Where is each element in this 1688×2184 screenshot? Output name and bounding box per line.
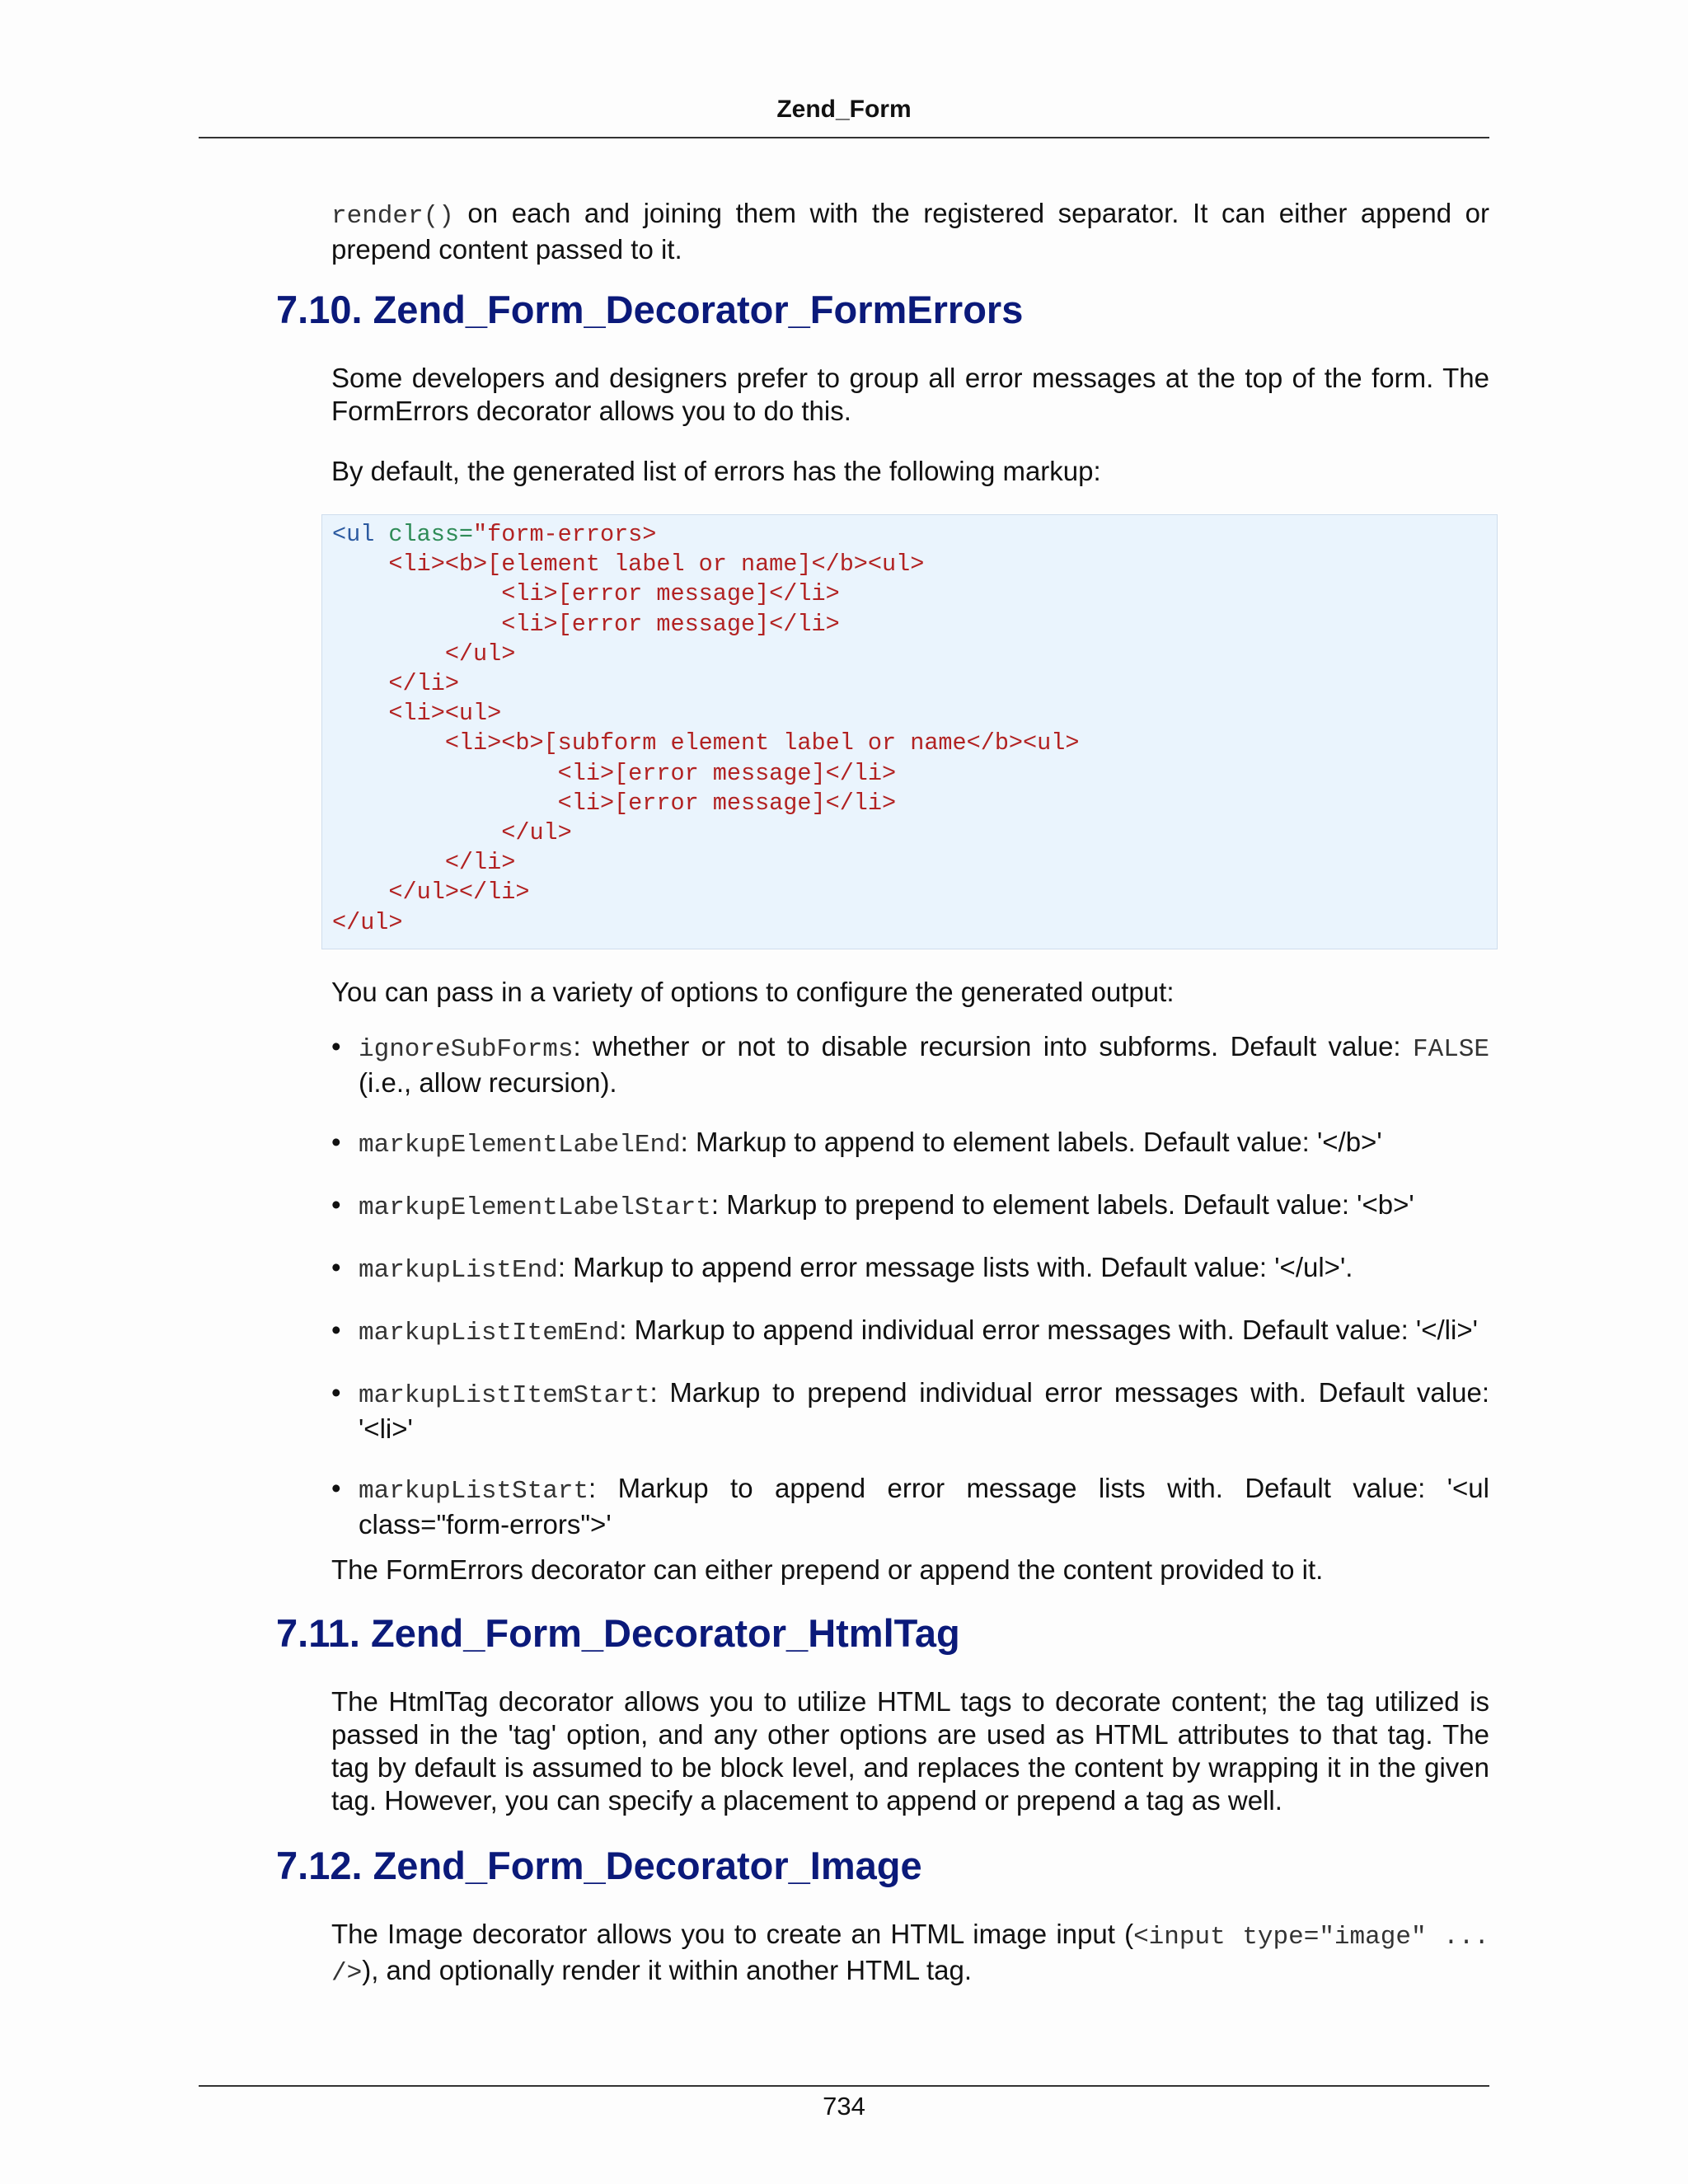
code-line: </li>	[332, 670, 459, 698]
code-line: <li>[error message]</li>	[332, 789, 897, 817]
option-name: markupListStart	[359, 1477, 589, 1506]
intro-text: on each and joining them with the registered separator. It can either append or prepend content passed to it.	[331, 198, 1489, 265]
code-line: </ul>	[332, 640, 516, 668]
code-line: </li>	[332, 849, 516, 877]
code-line: <li><b>[subform element label or name</b><ul>	[332, 729, 1080, 757]
bullet-icon: •	[331, 1189, 341, 1220]
footer-rule	[199, 2085, 1489, 2087]
option-name: markupListEnd	[359, 1256, 558, 1285]
code-line: </ul>	[332, 908, 403, 936]
option-item	[331, 1188, 1489, 1225]
option-description: : Markup to prepend to element labels. Default value: '<b>'	[710, 1189, 1414, 1220]
code-line: <li><b>[element label or name]</b><ul>	[332, 551, 925, 579]
option-name: ignoreSubForms	[359, 1035, 574, 1064]
section-heading-7-12: 7.12. Zend_Form_Decorator_Image	[276, 1844, 922, 1887]
option-description: : Markup to append to element labels. Default value: '</b>'	[680, 1127, 1382, 1157]
section-7-10-para2: By default, the generated list of errors has the following markup:	[331, 456, 1101, 486]
code-line: <li>[error message]</li>	[332, 610, 840, 638]
option-name: markupElementLabelEnd	[359, 1131, 681, 1160]
option-tail: (i.e., allow recursion).	[359, 1067, 617, 1098]
option-default-code: FALSE	[1412, 1035, 1489, 1064]
section-heading-7-10: 7.10. Zend_Form_Decorator_FormErrors	[276, 288, 1024, 331]
render-code: render()	[331, 202, 454, 231]
option-item	[331, 1314, 1489, 1350]
option-description: : Markup to append error message lists with. Default value: '<ul class="form-errors">'	[359, 1473, 1489, 1540]
image-input-code: <input type="image" ... />	[331, 1923, 1489, 1988]
header-rule	[199, 137, 1489, 138]
option-item	[331, 1376, 1489, 1446]
section-7-11-para1: The HtmlTag decorator allows you to utilize HTML tags to decorate content; the tag utilized is passed in the 'tag' option, and any other options are used as HTML attributes to that tag. The tag by default is assumed to be block level, and replaces the content by wrapping it in the given tag. However, you can specify a placement to append or prepend a tag as well.	[331, 1686, 1489, 1816]
section-7-10-para1: Some developers and designers prefer to group all error messages at the top of the form. The FormErrors decorator allows you to do this.	[331, 363, 1489, 426]
section-7-10-para4: The FormErrors decorator can either prepend or append the content provided to it.	[331, 1554, 1324, 1585]
option-description: : Markup to append individual error messages with. Default value: '</li>'	[619, 1315, 1478, 1345]
option-item	[331, 1251, 1489, 1287]
section-7-10-para3: You can pass in a variety of options to configure the generated output:	[331, 977, 1175, 1007]
section-7-12-para1: The Image decorator allows you to create an HTML image input (<input type="image" ... />), and optionally render it within another HTML tag.	[331, 1919, 1489, 1988]
code-listing	[321, 514, 1498, 949]
code-line: <li>[error message]</li>	[332, 759, 897, 787]
page-number: 734	[823, 2092, 865, 2121]
code-line: <li>[error message]</li>	[332, 580, 840, 608]
bullet-icon: •	[331, 1127, 341, 1157]
bullet-icon: •	[331, 1315, 341, 1345]
option-name: markupElementLabelStart	[359, 1193, 711, 1222]
option-description: : Markup to append error message lists with. Default value: '</ul>'.	[557, 1252, 1353, 1282]
code-line: <li><ul>	[332, 700, 502, 728]
intro-paragraph	[331, 197, 1489, 266]
code-line: <ul class="form-errors>	[332, 521, 657, 548]
section-heading-7-11: 7.11. Zend_Form_Decorator_HtmlTag	[276, 1611, 960, 1655]
bullet-icon: •	[331, 1377, 341, 1408]
bullet-icon: •	[331, 1031, 341, 1062]
option-item	[331, 1030, 1489, 1099]
bullet-icon: •	[331, 1473, 341, 1503]
bullet-icon: •	[331, 1252, 341, 1282]
options-list	[331, 1030, 1489, 1568]
option-item	[331, 1126, 1489, 1162]
option-description: : Markup to prepend individual error messages with. Default value: '<li>'	[359, 1377, 1489, 1444]
code-line: </ul></li>	[332, 879, 530, 907]
running-header: Zend_Form	[776, 96, 912, 123]
code-line: </ul>	[332, 819, 572, 847]
option-name: markupListItemEnd	[359, 1319, 620, 1347]
option-description: : whether or not to disable recursion into subforms. Default value:	[573, 1031, 1413, 1062]
option-name: markupListItemStart	[359, 1381, 650, 1410]
option-item	[331, 1472, 1489, 1541]
